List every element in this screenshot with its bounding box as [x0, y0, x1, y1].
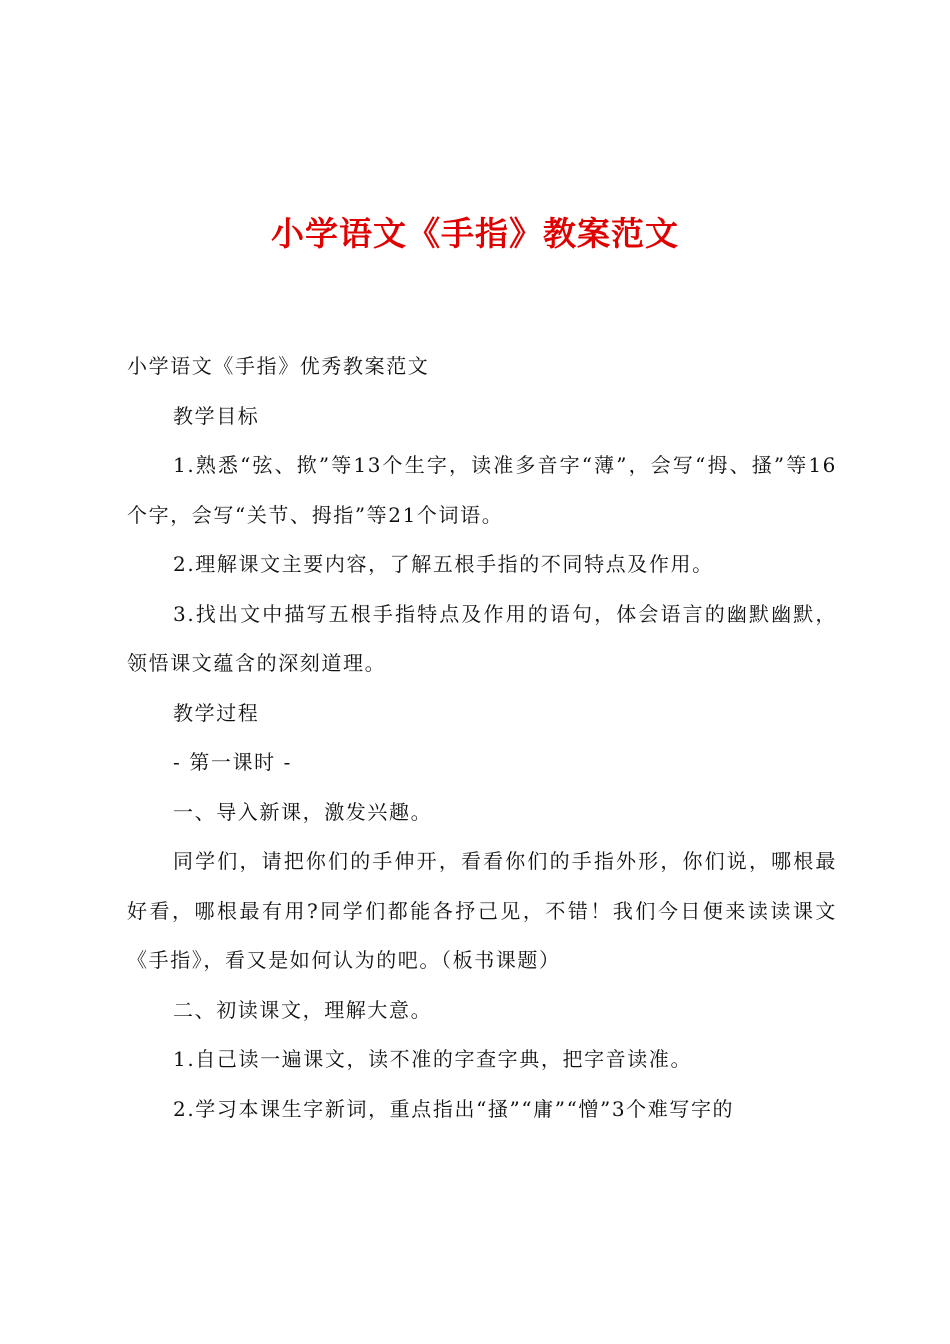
document-title: 小学语文《手指》教案范文 [271, 214, 679, 253]
body-paragraph: 教学目标 [173, 403, 260, 428]
body-paragraph: 3.找出文中描写五根手指特点及作用的语句，体会语言的幽默幽默，领悟课文蕴含的深刻道理。 [127, 601, 837, 675]
document-body [127, 342, 837, 1134]
body-paragraph: 2.理解课文主要内容，了解五根手指的不同特点及作用。 [173, 552, 714, 576]
body-paragraph: 小学语文《手指》优秀教案范文 [127, 354, 430, 378]
body-paragraph: 2.学习本课生字新词，重点指出“搔”“庸”“憎”3个难写字的 [173, 1096, 735, 1121]
body-paragraph: 教学过程 [173, 700, 260, 725]
body-paragraph: 1.自己读一遍课文，读不准的字查字典，把字音读准。 [173, 1047, 693, 1071]
body-paragraph: 一、导入新课，激发兴趣。 [173, 799, 433, 824]
body-paragraph: 同学们，请把你们的手伸开，看看你们的手指外形，你们说，哪根最好看，哪根最有用?同学们都能各抒己见，不错！我们今日便来读读课文《手指》，看又是如何认为的吧。（板书课题） [127, 849, 837, 972]
body-paragraph: 1.熟悉“弦、揿”等13个生字，读准多音字“薄”，会写“拇、搔”等16个字，会写“关节、拇指”等21个词语。 [127, 453, 837, 527]
body-paragraph: - 第一课时 - [173, 750, 293, 774]
body-paragraph: 二、初读课文，理解大意。 [173, 997, 433, 1022]
